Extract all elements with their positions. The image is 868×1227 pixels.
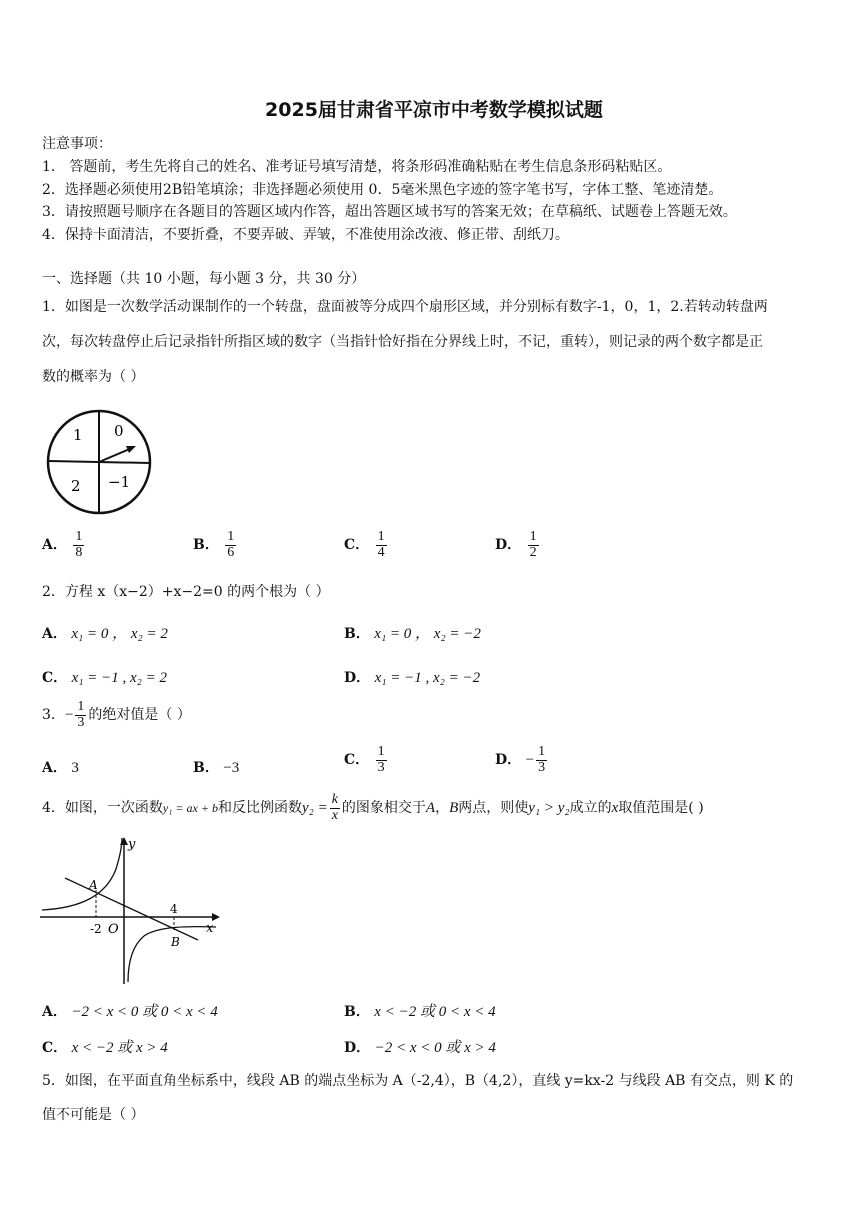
spinner-label: 1 [73, 426, 83, 444]
tick-label: -2 [90, 922, 102, 936]
notice-item: 2．选择题必须使用2B铅笔填涂；非选择题必须使用 0．5毫米黑色字迹的签字笔书写，字体工整、笔迹清楚。 [42, 182, 723, 198]
q4-option-b[interactable]: B． x < −2 或 0 < x < 4 [344, 1004, 496, 1020]
q5-stem-line: 值不可能是（ ） [42, 1107, 145, 1123]
tick-label: 4 [170, 902, 178, 916]
q3-option-a[interactable]: A． 3 [42, 760, 79, 776]
axis-label: y [128, 837, 136, 852]
point-label: A [89, 878, 98, 892]
q4-option-d[interactable]: D． −2 < x < 0 或 x > 4 [344, 1040, 496, 1056]
q1-stem-line: 次，每次转盘停止后记录指针所指区域的数字（当指针恰好指在分界线上时，不记，重转），则记录的两个数字都是正 [42, 334, 763, 350]
notice-heading: 注意事项： [42, 136, 112, 152]
q4-option-a[interactable]: A． −2 < x < 0 或 0 < x < 4 [42, 1004, 218, 1020]
q3-option-d[interactable]: D． − $\frac{1}{3}$ [495, 744, 546, 775]
section-heading: 一、选择题（共 10 小题，每小题 3 分，共 30 分） [42, 271, 366, 287]
notice-item: 3．请按照题号顺序在各题目的答题区域内作答，超出答题区域书写的答案无效；在草稿纸、试题卷上答题无效。 [42, 204, 737, 220]
q1-stem-line: 数的概率为（ ） [42, 369, 145, 385]
q3-stem: 3．− $\frac{1}{3}$ 的绝对值是（ ） [42, 699, 191, 730]
axis-label: x [206, 921, 214, 936]
spinner-figure [46, 408, 156, 518]
q1-option-c[interactable]: C． $\frac{1}{4}$ [344, 529, 385, 560]
spinner-label: 2 [71, 477, 81, 495]
q5-stem-line: 5．如图，在平面直角坐标系中，线段 AB 的端点坐标为 A（-2,4），B（4,2），直线 y=kx-2 与线段 AB 有交点，则 K 的 [42, 1073, 794, 1089]
q2-option-d[interactable]: D． x₁ = −1 , x₂ = −2 [344, 670, 481, 686]
q4-graph [40, 834, 225, 986]
q3-option-b[interactable]: B． −3 [193, 760, 240, 776]
q3-option-c[interactable]: C． $\frac{1}{3}$ [344, 744, 385, 775]
q4-option-c[interactable]: C． x < −2 或 x > 4 [42, 1040, 168, 1056]
q2-option-a[interactable]: A． x₁ = 0 ， x₂ = 2 [42, 626, 168, 642]
point-label: B [171, 935, 180, 949]
q2-stem: 2．方程 x（x−2）+x−2=0 的两个根为（ ） [42, 584, 330, 600]
notice-item: 4．保持卡面清洁，不要折叠，不要弄破、弄皱，不准使用涂改液、修正带、刮纸刀。 [42, 227, 569, 243]
q4-stem: 4．如图，一次函数y₁ = ax + b和反比例函数y₂ = $\frac{k}{x}$ 的图象相交于A，B两点，则使y₁ > y₂成立的x取值范围是( ) [42, 792, 704, 823]
q1-option-b[interactable]: B． $\frac{1}{6}$ [193, 529, 235, 560]
page-title: 2025届甘肃省平凉市中考数学模拟试题 [265, 99, 603, 121]
q2-option-b[interactable]: B． x₁ = 0 ， x₂ = −2 [344, 626, 481, 642]
origin-label: O [108, 922, 119, 937]
q1-stem-line: 1．如图是一次数学活动课制作的一个转盘，盘面被等分成四个扇形区域，并分别标有数字-1，0，1，2.若转动转盘两 [42, 299, 768, 315]
q1-option-d[interactable]: D． $\frac{1}{2}$ [495, 529, 537, 560]
spinner-label: 0 [114, 422, 124, 440]
notice-item: 1． 答题前，考生先将自己的姓名、准考证号填写清楚，将条形码准确粘贴在考生信息条形码粘贴区。 [42, 159, 672, 175]
q2-option-c[interactable]: C． x₁ = −1 , x₂ = 2 [42, 670, 167, 686]
q1-option-a[interactable]: A． $\frac{1}{8}$ [42, 529, 83, 560]
spinner-label: −1 [108, 473, 131, 491]
